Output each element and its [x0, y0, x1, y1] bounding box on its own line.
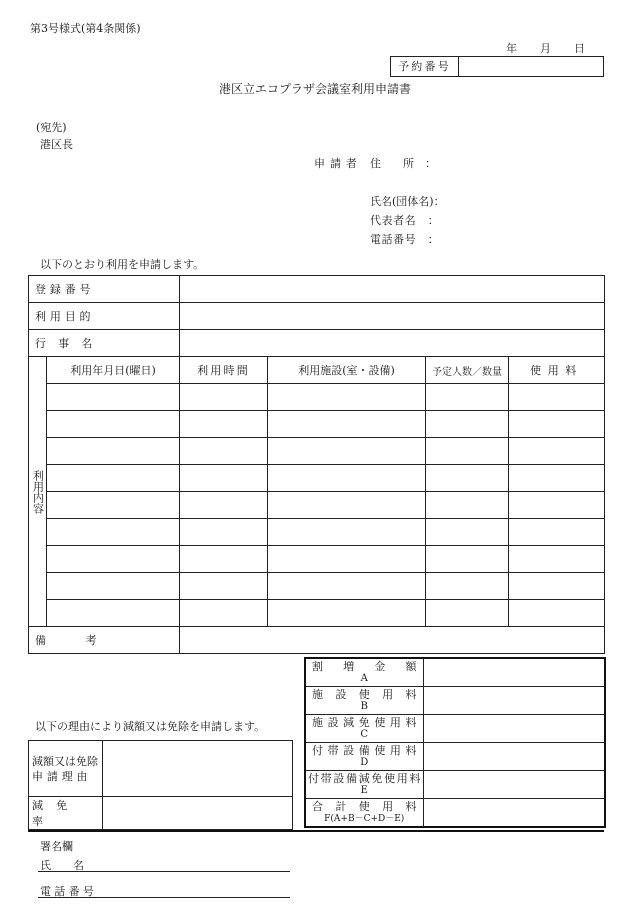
usage-row [29, 573, 605, 600]
event-field[interactable] [180, 330, 605, 357]
applicant-heading: 申請者 [314, 157, 362, 170]
usage-header-date: 利用年月日(曜日) [47, 357, 180, 384]
usage-cell-time[interactable] [180, 384, 268, 411]
usage-cell-facility[interactable] [268, 573, 426, 600]
applicant-address-label: 住 所 ： [370, 157, 436, 170]
reduction-rate-row [29, 797, 293, 830]
usage-cell-count[interactable] [426, 411, 509, 438]
usage-header-fee: 使用料 [509, 357, 605, 384]
usage-cell-date[interactable] [47, 546, 180, 573]
usage-cell-time[interactable] [180, 573, 268, 600]
usage-header-time: 利用時間 [180, 357, 268, 384]
event-row [29, 330, 605, 357]
reduction-rate-field[interactable] [103, 797, 293, 830]
usage-cell-fee[interactable] [509, 519, 605, 546]
addressee-prefix: (宛先) [36, 121, 67, 134]
page-title: 港区立エコプラザ会議室利用申請書 [218, 82, 411, 96]
usage-cell-date[interactable] [47, 492, 180, 519]
fee-value-field[interactable] [423, 771, 605, 799]
fee-row [305, 743, 605, 771]
reduction-intro: 以下の理由により減額又は免除を申請します。 [35, 720, 266, 733]
section-divider [28, 830, 604, 832]
usage-cell-time[interactable] [180, 492, 268, 519]
usage-cell-date[interactable] [47, 519, 180, 546]
usage-cell-time[interactable] [180, 546, 268, 573]
reduction-reason-label: 減額又は免除 申請理由 [29, 741, 103, 797]
date-day-label: 日 [574, 42, 585, 55]
usage-header-count: 予定人数／数量 [426, 357, 509, 384]
fee-label: 付帯設備使用料 D [305, 743, 423, 771]
fee-table [304, 657, 606, 828]
date-month-label: 月 [540, 42, 551, 55]
fee-row [305, 771, 605, 799]
usage-cell-facility[interactable] [268, 438, 426, 465]
usage-group-label: 利用内容 [29, 357, 47, 627]
reduction-reason-field[interactable] [103, 741, 293, 797]
usage-cell-time[interactable] [180, 438, 268, 465]
reduction-rate-label: 減免率 [29, 797, 103, 830]
applicant-representative-label: 代表者名 ： [370, 214, 440, 227]
usage-row [29, 465, 605, 492]
remarks-label: 備考 [29, 627, 180, 654]
fee-label: 合計使用料 F(A+B－C+D－E) [305, 799, 423, 828]
registration-label: 登録番号 [29, 276, 180, 303]
purpose-field[interactable] [180, 303, 605, 330]
usage-cell-fee[interactable] [509, 600, 605, 627]
usage-cell-facility[interactable] [268, 546, 426, 573]
signature-name-line[interactable] [38, 871, 290, 872]
application-table [28, 275, 605, 654]
usage-cell-fee[interactable] [509, 438, 605, 465]
fee-row [305, 658, 605, 687]
usage-header-facility: 利用施設(室・設備) [268, 357, 426, 384]
form-number: 第3号様式(第4条関係) [30, 22, 141, 35]
usage-cell-facility[interactable] [268, 600, 426, 627]
remarks-field[interactable] [180, 627, 605, 654]
registration-row [29, 276, 605, 303]
fee-label: 施設使用料 B [305, 687, 423, 715]
reduction-reason-row [29, 741, 293, 797]
remarks-row [29, 627, 605, 654]
usage-row [29, 600, 605, 627]
fee-row [305, 715, 605, 743]
fee-row [305, 687, 605, 715]
usage-cell-date[interactable] [47, 600, 180, 627]
purpose-label: 利用目的 [29, 303, 180, 330]
usage-cell-fee[interactable] [509, 384, 605, 411]
usage-row [29, 438, 605, 465]
usage-cell-time[interactable] [180, 411, 268, 438]
fee-value-field[interactable] [423, 743, 605, 771]
fee-value-field[interactable] [423, 687, 605, 715]
fee-label: 割増金額 A [305, 658, 423, 687]
usage-cell-facility[interactable] [268, 411, 426, 438]
usage-cell-count[interactable] [426, 492, 509, 519]
usage-cell-time[interactable] [180, 465, 268, 492]
usage-header-row [29, 357, 605, 384]
usage-cell-count[interactable] [426, 600, 509, 627]
usage-cell-count[interactable] [426, 438, 509, 465]
addressee-name: 港区長 [40, 138, 73, 151]
usage-row [29, 411, 605, 438]
fee-label: 施設減免使用料 C [305, 715, 423, 743]
usage-cell-count[interactable] [426, 573, 509, 600]
reservation-number-field[interactable] [459, 57, 607, 76]
usage-cell-count[interactable] [426, 384, 509, 411]
usage-row [29, 492, 605, 519]
usage-cell-facility[interactable] [268, 384, 426, 411]
usage-cell-facility[interactable] [268, 519, 426, 546]
registration-field[interactable] [180, 276, 605, 303]
application-intro: 以下のとおり利用を申請します。 [40, 258, 205, 271]
usage-cell-fee[interactable] [509, 492, 605, 519]
fee-row [305, 799, 605, 828]
usage-cell-fee[interactable] [509, 465, 605, 492]
signature-phone-label: 電話番号 [40, 885, 98, 898]
usage-row [29, 546, 605, 573]
usage-row [29, 384, 605, 411]
purpose-row [29, 303, 605, 330]
usage-cell-fee[interactable] [509, 411, 605, 438]
fee-label: 付帯設備減免使用料 E [305, 771, 423, 799]
date-year-label: 年 [506, 42, 517, 55]
usage-cell-time[interactable] [180, 600, 268, 627]
reservation-number-box [390, 56, 604, 77]
reduction-table [28, 740, 293, 830]
usage-row [29, 519, 605, 546]
signature-name-label: 氏 名 [40, 859, 84, 872]
usage-cell-date[interactable] [47, 384, 180, 411]
applicant-phone-label: 電話番号 ： [370, 233, 440, 246]
usage-cell-date[interactable] [47, 573, 180, 600]
usage-cell-date[interactable] [47, 465, 180, 492]
event-label: 行事名 [29, 330, 180, 357]
signature-heading: 署名欄 [40, 840, 73, 853]
signature-phone-line[interactable] [38, 897, 290, 898]
applicant-org-name-label: 氏名(団体名)： [370, 195, 445, 208]
usage-cell-date[interactable] [47, 438, 180, 465]
usage-cell-date[interactable] [47, 411, 180, 438]
usage-cell-time[interactable] [180, 519, 268, 546]
usage-cell-count[interactable] [426, 519, 509, 546]
fee-value-field[interactable] [423, 658, 605, 687]
fee-value-field[interactable] [423, 715, 605, 743]
usage-cell-fee[interactable] [509, 573, 605, 600]
usage-cell-fee[interactable] [509, 546, 605, 573]
usage-cell-count[interactable] [426, 546, 509, 573]
usage-cell-count[interactable] [426, 465, 509, 492]
usage-cell-facility[interactable] [268, 465, 426, 492]
reservation-number-label: 予約番号 [391, 57, 459, 76]
usage-cell-facility[interactable] [268, 492, 426, 519]
fee-value-field[interactable] [423, 799, 605, 828]
